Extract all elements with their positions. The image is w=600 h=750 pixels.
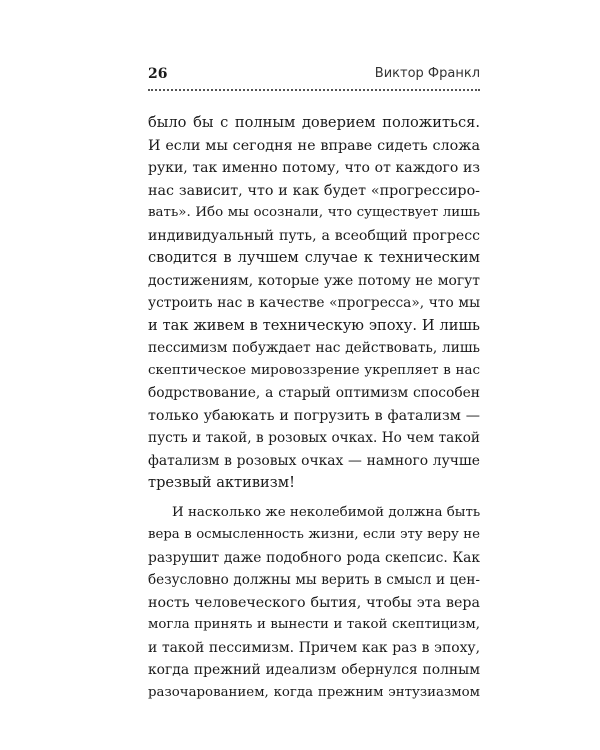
text-line: пессимизм побуждает нас действовать, лишь [148,340,480,356]
text-line: безусловно должны мы верить в смысл и цен- [148,572,480,588]
text-line: устроить нас в качестве «прогресса», что мы [148,295,480,311]
text-line: вера в осмысленность жизни, если эту веру не [148,527,480,542]
text-line: руки, так именно потому, что от каждого из [148,160,480,176]
text-line: бодрствование, а старый оптимизм способен [148,385,480,401]
text-line: было бы с полным доверием положиться. [148,114,480,131]
body-text [148,112,480,704]
text-line: когда прежний идеализм обернулся полным [148,662,480,678]
text-line: И насколько же неколебимой должна быть [172,504,481,520]
paragraph-2 [148,502,480,705]
text-line: сводится в лучшем случае к техническим [148,249,480,266]
text-line: достижениям, которые уже потому не могут [148,272,480,289]
running-head-author: Виктор Франкл [374,66,480,81]
text-line: трезвый активизм! [148,474,295,491]
text-line: пусть и такой, в розовых очках. Но чем такой [148,430,480,446]
text-line: скептическое мировоззрение укрепляет в нас [148,362,480,378]
paragraph-1 [148,112,480,495]
text-line: индивидуальный путь, а всеобщий прогресс [148,227,480,244]
page-header [148,62,480,84]
text-line: только убаюкать и погрузить в фатализм — [148,407,480,424]
paragraph-gap [148,495,480,502]
text-line: разрушит даже подобного рода скепсис. Как [148,549,480,566]
page-number: 26 [148,66,168,82]
text-line: и так живем в техническую эпоху. И лишь [148,316,480,334]
text-line: разочарованием, когда прежним энтузиазмом [148,684,480,700]
text-line: ность человеческого бытия, чтобы эта вера [148,594,480,611]
text-line: и такой пессимизм. Причем как раз в эпоху, [148,639,480,656]
text-line: нас зависит, что и как будет «прогрессиро- [148,182,480,199]
header-dotted-rule [148,89,480,91]
text-line: могла принять и вынести и такой скептицизм, [148,617,480,632]
text-line: фатализм в розовых очках — намного лучше [148,452,480,469]
text-line: И если мы сегодня не вправе сидеть сложа [148,137,480,154]
text-line: вать». Ибо мы осознали, что существует лишь [148,205,480,220]
